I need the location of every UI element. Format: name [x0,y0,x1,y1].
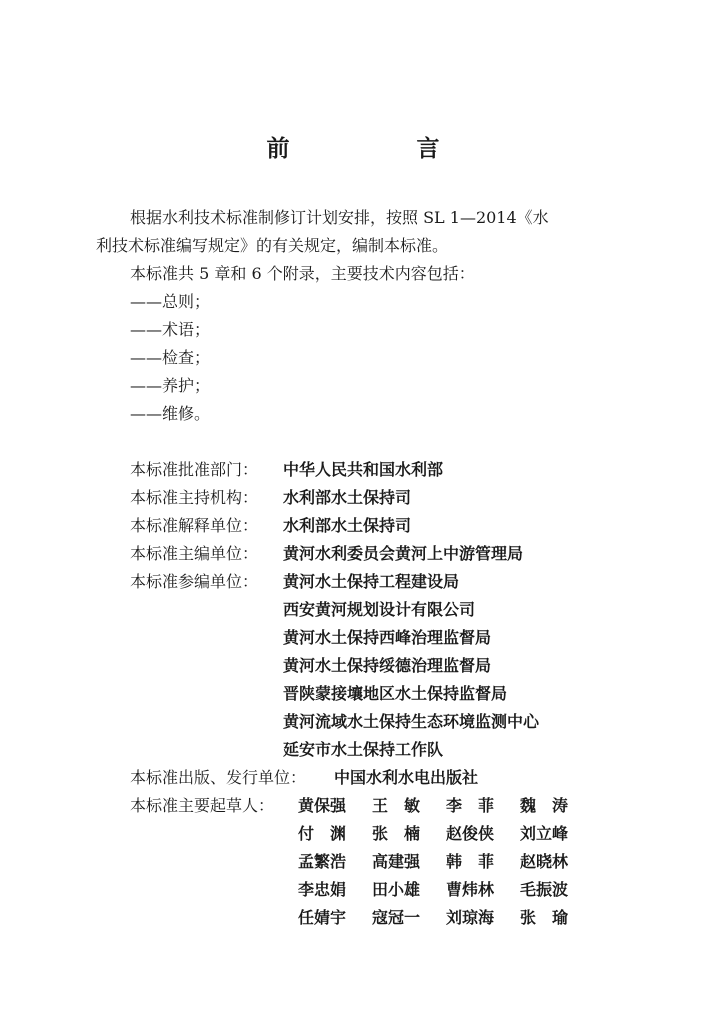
drafters-label: 本标准主要起草人： [130,796,275,815]
drafter-name: 刘立峰 [520,824,569,843]
contents-item-inspection: ——检查； [130,348,211,367]
drafter-name: 魏 涛 [520,796,569,815]
drafter-name: 寇冠一 [372,908,421,927]
drafter-name: 黄保强 [298,796,347,815]
drafter-name: 李 菲 [446,796,495,815]
participating-unit: 西安黄河规划设计有限公司 [283,600,476,619]
drafter-name: 田小雄 [372,880,421,899]
contents-item-general: ——总则； [130,292,211,311]
participating-unit: 黄河流域水土保持生态环境监测中心 [283,712,540,731]
participating-label: 本标准参编单位： [130,572,259,591]
drafter-name: 张 楠 [372,824,421,843]
drafters-row [298,795,578,817]
page-title: 前 言 [266,136,492,162]
contents-item-repair: ——维修。 [130,404,211,423]
drafter-name: 高建强 [372,852,421,871]
intro-paragraph-line-1: 根据水利技术标准制修订计划安排，按照 SL 1—2014《水 [130,208,549,227]
chief-editor-value: 黄河水利委员会黄河上中游管理局 [283,544,524,563]
drafter-name: 李忠娟 [298,880,347,899]
drafter-name: 张 瑜 [520,908,569,927]
drafter-name: 王 敏 [372,796,421,815]
publisher-label: 本标准出版、发行单位： [130,768,307,787]
chief-editor-label: 本标准主编单位： [130,544,259,563]
intro-paragraph-line-2: 利技术标准编写规定》的有关规定，编制本标准。 [96,236,449,255]
drafters-row [298,823,578,845]
interpretation-value: 水利部水土保持司 [283,516,412,535]
drafter-name: 赵俊侠 [446,824,495,843]
contents-intro-line: 本标准共 5 章和 6 个附录，主要技术内容包括： [130,264,475,283]
drafter-name: 赵晓林 [520,852,569,871]
participating-unit: 延安市水土保持工作队 [283,740,444,759]
contents-item-terms: ——术语； [130,320,211,339]
drafter-name: 刘琼海 [446,908,495,927]
interpretation-label: 本标准解释单位： [130,516,259,535]
approval-label: 本标准批准部门： [130,460,259,479]
participating-unit: 晋陕蒙接壤地区水土保持监督局 [283,684,508,703]
participating-unit: 黄河水土保持西峰治理监督局 [283,628,492,647]
host-value: 水利部水土保持司 [283,488,412,507]
drafters-row [298,879,578,901]
participating-unit: 黄河水土保持绥德治理监督局 [283,656,492,675]
publisher-value: 中国水利水电出版社 [334,768,479,787]
drafter-name: 曹炜林 [446,880,495,899]
drafter-name: 付 渊 [298,824,347,843]
drafters-row [298,907,578,929]
host-label: 本标准主持机构： [130,488,259,507]
drafter-name: 孟繁浩 [298,852,347,871]
drafter-name: 韩 菲 [446,852,495,871]
participating-unit: 黄河水土保持工程建设局 [283,572,460,591]
drafter-name: 任婧宇 [298,908,347,927]
contents-item-maintenance: ——养护； [130,376,211,395]
drafters-row [298,851,578,873]
drafter-name: 毛振波 [520,880,569,899]
approval-value: 中华人民共和国水利部 [283,460,444,479]
